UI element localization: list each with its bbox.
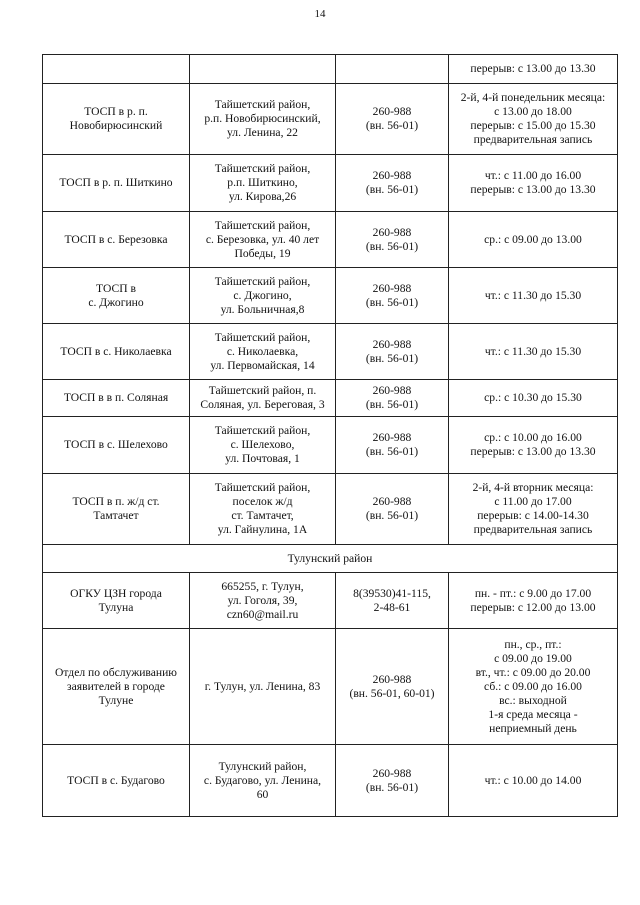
table-row (43, 212, 618, 268)
office-address-cell: Тайшетский район, р.п. Шиткино, ул. Кирова,26 (190, 155, 336, 212)
office-hours-cell: ср.: с 10.00 до 16.00 перерыв: с 13.00 до 13.30 (449, 417, 618, 474)
office-address-cell: Тайшетский район, поселок ж/д ст. Тамтачет, ул. Гайнулина, 1А (190, 474, 336, 545)
office-address-cell: Тайшетский район, р.п. Новобирюсинский, ул. Ленина, 22 (190, 84, 336, 155)
table-row (43, 629, 618, 745)
office-hours-cell: 2-й, 4-й вторник месяца: с 11.00 до 17.00 перерыв: с 14.00-14.30 предварительная запись (449, 474, 618, 545)
office-address-cell: г. Тулун, ул. Ленина, 83 (190, 629, 336, 745)
office-phone-cell (336, 55, 449, 84)
table-row (43, 55, 618, 84)
office-address-cell: Тайшетский район, с. Николаевка, ул. Первомайская, 14 (190, 324, 336, 380)
section-title: Тулунский район (43, 545, 618, 573)
office-hours-cell: чт.: с 11.00 до 16.00 перерыв: с 13.00 до 13.30 (449, 155, 618, 212)
office-phone-cell: 260-988 (вн. 56-01) (336, 474, 449, 545)
office-address-cell: Тайшетский район, п. Соляная, ул. Береговая, 3 (190, 380, 336, 417)
offices-table (42, 54, 618, 817)
office-hours-cell: пн. - пт.: с 9.00 до 17.00 перерыв: с 12.00 до 13.00 (449, 573, 618, 629)
table-row (43, 84, 618, 155)
table-row (43, 324, 618, 380)
office-hours-cell: чт.: с 11.30 до 15.30 (449, 324, 618, 380)
table-row (43, 380, 618, 417)
table-row (43, 155, 618, 212)
office-address-cell: Тулунский район, с. Будагово, ул. Ленина, 60 (190, 745, 336, 817)
office-phone-cell: 260-988 (вн. 56-01) (336, 155, 449, 212)
office-name-cell: ТОСП в с. Шелехово (43, 417, 190, 474)
office-address-cell: Тайшетский район, с. Березовка, ул. 40 лет Победы, 19 (190, 212, 336, 268)
office-hours-cell: чт.: с 11.30 до 15.30 (449, 268, 618, 324)
office-name-cell: ТОСП в с. Николаевка (43, 324, 190, 380)
office-address-cell (190, 55, 336, 84)
office-address-cell: Тайшетский район, с. Шелехово, ул. Почтовая, 1 (190, 417, 336, 474)
office-name-cell: ТОСП в с. Березовка (43, 212, 190, 268)
office-phone-cell: 260-988 (вн. 56-01) (336, 324, 449, 380)
office-phone-cell: 260-988 (вн. 56-01) (336, 745, 449, 817)
table-row (43, 745, 618, 817)
office-hours-cell: перерыв: с 13.00 до 13.30 (449, 55, 618, 84)
office-name-cell: ОГКУ ЦЗН города Тулуна (43, 573, 190, 629)
section-row (43, 545, 618, 573)
office-name-cell: ТОСП в п. ж/д ст. Тамтачет (43, 474, 190, 545)
office-name-cell (43, 55, 190, 84)
office-name-cell: ТОСП в в п. Соляная (43, 380, 190, 417)
office-name-cell: ТОСП в с. Джогино (43, 268, 190, 324)
table-row (43, 573, 618, 629)
office-phone-cell: 260-988 (вн. 56-01, 60-01) (336, 629, 449, 745)
office-address-cell: Тайшетский район, с. Джогино, ул. Больничная,8 (190, 268, 336, 324)
office-hours-cell: 2-й, 4-й понедельник месяца: с 13.00 до 18.00 перерыв: с 15.00 до 15.30 предварительная запись (449, 84, 618, 155)
office-address-cell: 665255, г. Тулун, ул. Гоголя, 39, czn60@mail.ru (190, 573, 336, 629)
page-number: 14 (314, 8, 326, 20)
office-name-cell: ТОСП в с. Будагово (43, 745, 190, 817)
office-name-cell: Отдел по обслуживанию заявителей в городе Тулуне (43, 629, 190, 745)
table-row (43, 417, 618, 474)
office-hours-cell: пн., ср., пт.: с 09.00 до 19.00 вт., чт.: с 09.00 до 20.00 сб.: с 09.00 до 16.00 вс.: выходной 1-я среда месяца - неприемный день (449, 629, 618, 745)
office-phone-cell: 260-988 (вн. 56-01) (336, 268, 449, 324)
office-hours-cell: ср.: с 10.30 до 15.30 (449, 380, 618, 417)
office-hours-cell: чт.: с 10.00 до 14.00 (449, 745, 618, 817)
office-name-cell: ТОСП в р. п. Новобирюсинский (43, 84, 190, 155)
office-phone-cell: 260-988 (вн. 56-01) (336, 380, 449, 417)
office-name-cell: ТОСП в р. п. Шиткино (43, 155, 190, 212)
office-hours-cell: ср.: с 09.00 до 13.00 (449, 212, 618, 268)
table-row (43, 268, 618, 324)
office-phone-cell: 8(39530)41-115, 2-48-61 (336, 573, 449, 629)
office-phone-cell: 260-988 (вн. 56-01) (336, 212, 449, 268)
office-phone-cell: 260-988 (вн. 56-01) (336, 84, 449, 155)
office-phone-cell: 260-988 (вн. 56-01) (336, 417, 449, 474)
table-row (43, 474, 618, 545)
